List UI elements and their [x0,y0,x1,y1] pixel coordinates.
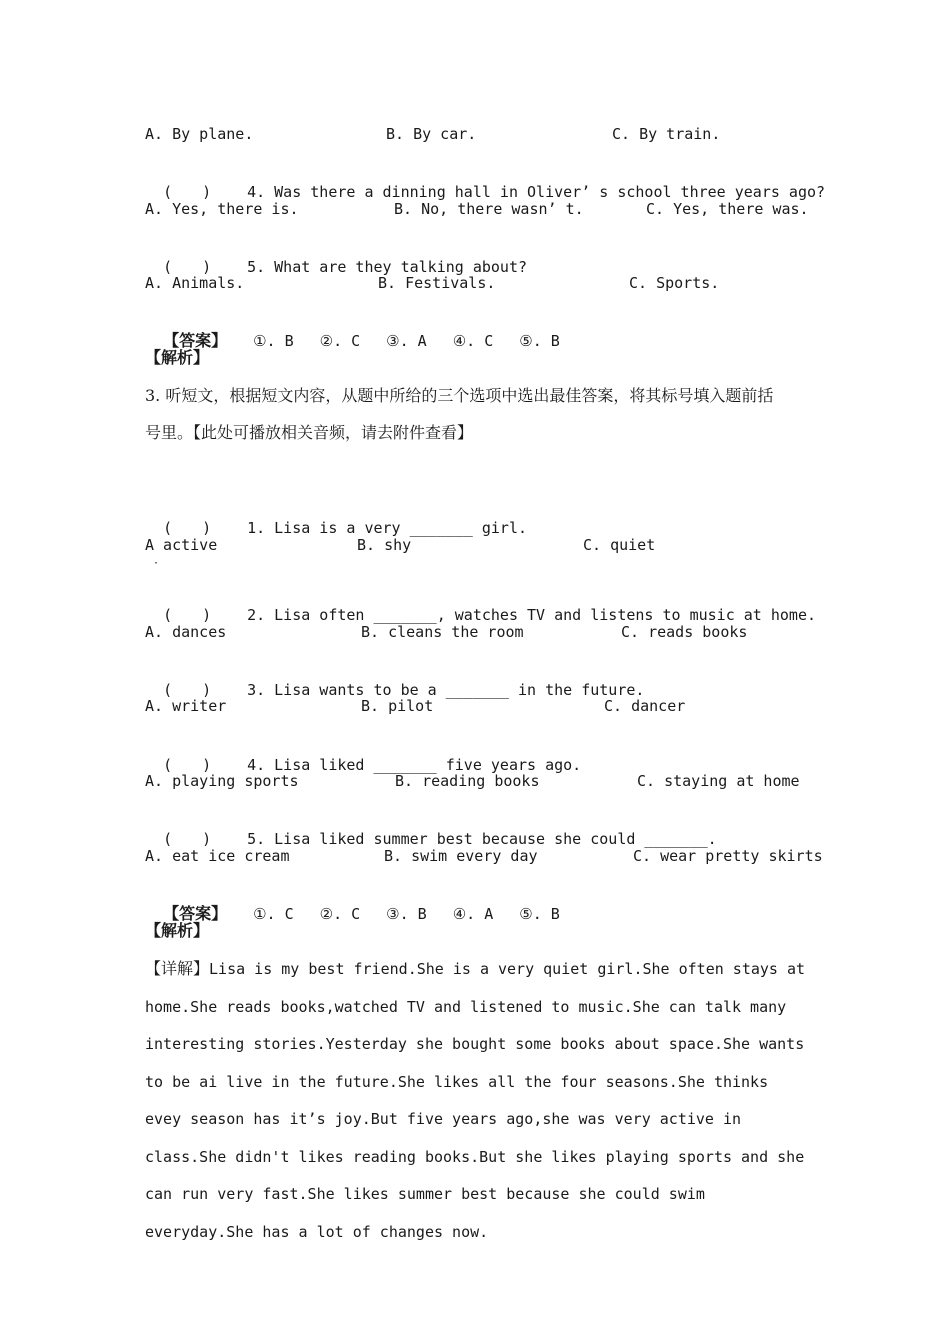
q4-option-c: C. Yes, there was. [646,200,809,218]
s3-q5-option-a: A. eat ice cream [145,847,290,865]
s2-analysis-label: 【解析】 [145,348,210,367]
detail-label: 【详解】 [145,959,210,978]
question-text: 5. What are they talking about? [247,258,528,276]
answer-parentheses: ( ) [163,756,212,774]
s3-q1-option-c: C. quiet [583,536,656,554]
q3-option-c: C. By train. [612,125,721,143]
detail-text: Lisa is my best friend.She is a very quiet girl.She often stays at home.She reads books,watched TV and listened to music.She can talk many interesting stories.Yesterday she bought some books about space.She wants to be ai live in the future.She likes all the four seasons.She thinks evey season has it’s joy.But five years ago,she was very active in class.She didn't likes reading books.But she likes playing sports and she can run very fast.She likes summer best because she could swim everyday.She has a lot of changes now. [145,960,806,1241]
answer-parentheses: ( ) [163,183,212,201]
question-text: 4. Was there a dinning hall in Oliver’ s school three years ago? [247,183,826,201]
answer-item: ⑤. B [519,332,560,350]
answer-item: ②. C [319,332,361,350]
q3-option-a: A. By plane. [145,125,254,143]
answer-parentheses: ( ) [163,681,212,699]
s3-q5-option-b: B. swim every day [384,847,538,865]
s3-q2-option-c: C. reads books [621,623,748,641]
s3-q3-option-b: B. pilot [361,697,434,715]
s2-answer-line [145,311,560,351]
question-text: 2. Lisa often _______, watches TV and listens to music at home. [247,606,817,624]
question-text: 3. Lisa wants to be a _______ in the future. [247,681,645,699]
question-text: 5. Lisa liked summer best because she could _______. [247,830,717,848]
answer-item: ①. C [253,905,294,923]
s3-q4-option-b: B. reading books [395,772,540,790]
answer-item: ③. A [386,332,427,350]
s3-question-2 [145,585,816,625]
q3-option-b: B. By car. [386,125,477,143]
answer-item: ①. B [253,332,294,350]
s3-analysis-label: 【解析】 [145,921,210,940]
question-text: 4. Lisa liked _______ five years ago. [247,756,582,774]
answer-parentheses: ( ) [163,519,212,537]
answer-item: ②. C [319,905,361,923]
detail-paragraph [145,950,810,1251]
question-text: 1. Lisa is a very _______ girl. [247,519,528,537]
answer-item: ③. B [386,905,427,923]
s3-q4-option-c: C. staying at home [637,772,800,790]
s3-q4-option-a: A. playing sports [145,772,299,790]
s3-instruction-line-1: 3. 听短文，根据短文内容，从题中所给的三个选项中选出最佳答案，将其标号填入题前括 [145,386,774,405]
s3-q3-option-a: A. writer [145,697,227,715]
s3-question-5 [145,809,717,849]
s3-q2-option-b: B. cleans the room [361,623,524,641]
q5-option-a: A. Animals. [145,274,245,292]
s3-question-1 [145,498,527,538]
s3-q3-option-c: C. dancer [604,697,686,715]
answer-label: 【答案】 [163,331,228,350]
answer-parentheses: ( ) [163,830,212,848]
s2-question-5 [145,237,527,277]
q4-option-b: B. No, there wasn’ t. [394,200,584,218]
s3-question-3 [145,660,644,700]
s3-question-4 [145,735,581,775]
q5-option-c: C. Sports. [629,274,720,292]
s2-question-4 [145,162,825,202]
q5-option-b: B. Festivals. [378,274,496,292]
s3-q1-option-b: B. shy [357,536,412,554]
answer-label: 【答案】 [163,904,228,923]
q4-option-a: A. Yes, there is. [145,200,299,218]
answer-parentheses: ( ) [163,606,212,624]
answer-item: ④. A [452,905,494,923]
s3-q5-option-c: C. wear pretty skirts [633,847,823,865]
s3-q1-option-a: A active [145,536,218,554]
s3-answer-line [145,884,560,924]
s3-instruction-line-2: 号里。【此处可播放相关音频，请去附件查看】 [145,423,474,442]
s3-q2-option-a: A. dances [145,623,227,641]
stray-dot: · [153,558,160,569]
answer-item: ⑤. B [519,905,560,923]
answer-item: ④. C [452,332,494,350]
answer-parentheses: ( ) [163,258,212,276]
